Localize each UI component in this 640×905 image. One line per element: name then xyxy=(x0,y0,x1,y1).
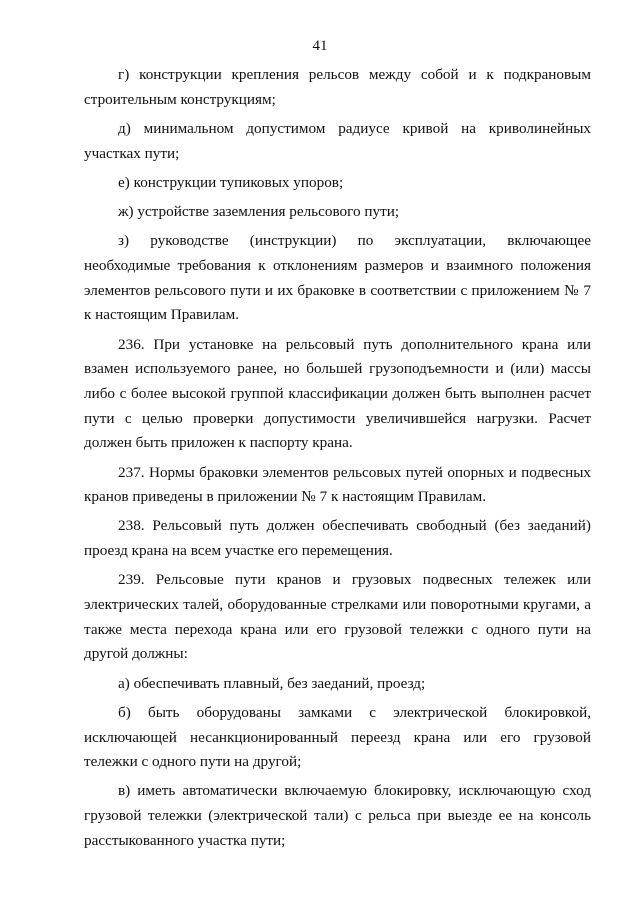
list-item-v: в) иметь автоматически включаемую блокировку, исключающую сход грузовой тележки (электрической тали) с рельса при выезде ее на консоль расстыкованного участка пути; xyxy=(84,782,591,849)
list-item-e: е) конструкции тупиковых упоров; xyxy=(118,173,344,191)
document-body xyxy=(84,63,591,854)
paragraph-238: 238. Рельсовый путь должен обеспечивать свободный (без заеданий) проезд крана на всем участке его перемещения. xyxy=(84,517,591,560)
paragraph-239: 239. Рельсовые пути кранов и грузовых подвесных тележек или электрических талей, оборудованные стрелками или поворотными кругами, а также места перехода крана или его грузовой тележки с одного пути на другой должны: xyxy=(84,571,591,663)
paragraph-237: 237. Нормы браковки элементов рельсовых путей опорных и подвесных кранов приведены в приложении № 7 к настоящим Правилам. xyxy=(84,463,591,506)
list-item-b: б) быть оборудованы замками с электрической блокировкой, исключающей несанкционированный переезд крана или его грузовой тележки с одного пути на другой; xyxy=(84,703,591,771)
list-item-a: а) обеспечивать плавный, без заеданий, проезд; xyxy=(118,674,426,692)
list-item-zh: ж) устройстве заземления рельсового пути; xyxy=(118,203,400,221)
page-number: 41 xyxy=(312,38,328,54)
paragraph-236: 236. При установке на рельсовый путь дополнительного крана или взамен используемого ранее, но большей грузоподъемности и (или) массы либо с более высокой группой классификации должен быть выполнен расчет пути с целью проверки допустимости увеличившейся нагрузки. Расчет должен быть приложен к паспорту крана. xyxy=(84,335,591,452)
list-item-d: д) минимальном допустимом радиусе кривой на криволинейных участках пути; xyxy=(84,119,591,162)
list-item-z: з) руководстве (инструкции) по эксплуатации, включающее необходимые требования к отклонениям размеров и взаимного положения элементов рельсового пути и их браковке в соответствии с приложением № 7 к настоящим Правилам. xyxy=(84,232,591,324)
list-item-g: г) конструкции крепления рельсов между собой и к подкрановым строительным конструкциям; xyxy=(84,66,591,108)
